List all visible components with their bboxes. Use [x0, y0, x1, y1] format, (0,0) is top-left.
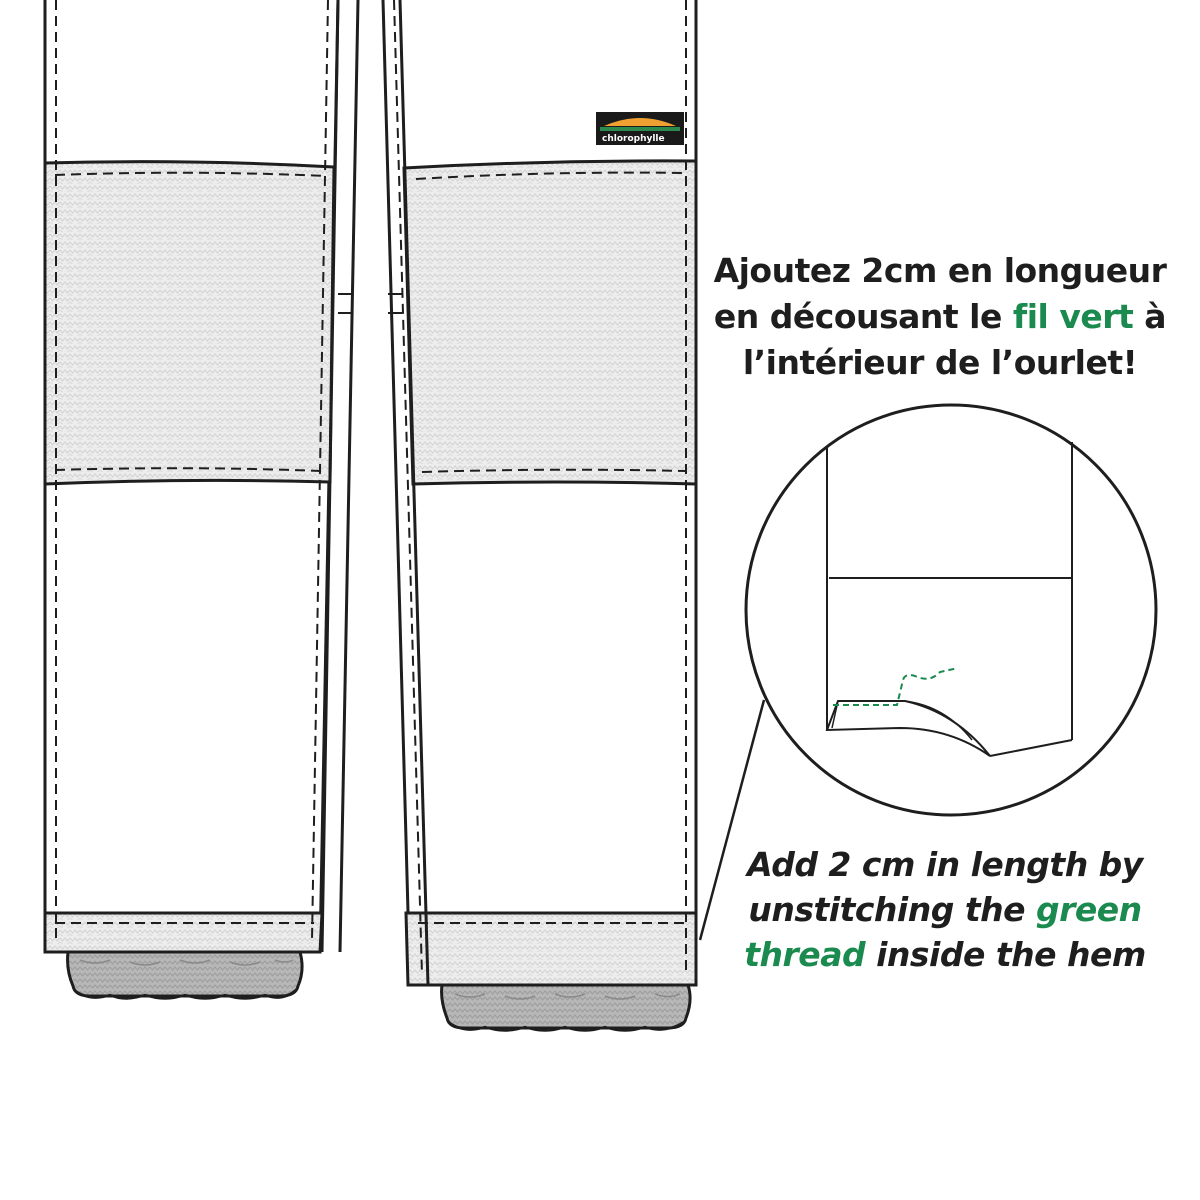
left-knee-panel [45, 162, 334, 484]
fr-green-highlight: fil vert [1012, 297, 1134, 336]
logo-band [600, 127, 680, 131]
brand-logo [596, 112, 684, 145]
left-pant-leg [45, 0, 358, 999]
fr-line-2-end: à [1133, 297, 1167, 336]
en-line-2-start: unstitching the [748, 890, 1036, 929]
fr-line-2-start: en décousant le [713, 297, 1013, 336]
en-line-3-end: inside the hem [865, 935, 1146, 974]
right-pant-leg [383, 0, 696, 1031]
right-knee-panel [404, 161, 696, 484]
en-thread-highlight: thread [744, 935, 866, 974]
en-line-2 [720, 887, 1170, 932]
callout-circle [746, 405, 1156, 815]
left-elastic-cuff [68, 952, 303, 996]
en-line-1: Add 2 cm in length by [747, 845, 1143, 884]
logo-text: chlorophylle [602, 134, 665, 144]
instruction-english [720, 842, 1170, 977]
en-green-highlight: green [1035, 890, 1142, 929]
instruction-french [700, 248, 1180, 386]
fr-line-3: l’intérieur de l’ourlet! [742, 343, 1138, 382]
en-line-3 [720, 932, 1170, 977]
fr-line-2 [700, 294, 1180, 340]
fr-line-1: Ajoutez 2cm en longueur [713, 251, 1167, 290]
left-hem-band [45, 913, 322, 952]
right-elastic-cuff [442, 985, 691, 1028]
